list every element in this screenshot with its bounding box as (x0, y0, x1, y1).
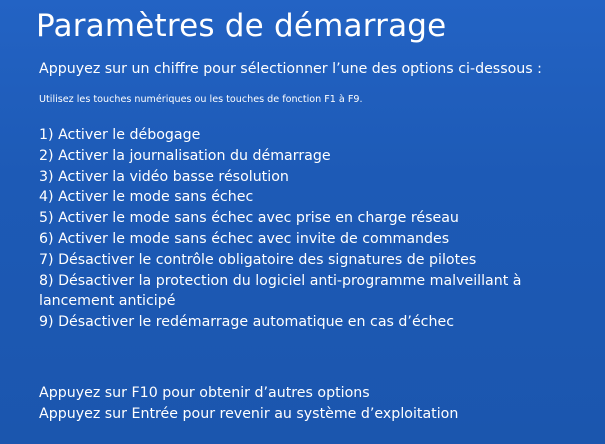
startup-options-list (39, 125, 599, 333)
option-disable-early-launch-antimalware-continued[interactable]: lancement anticipé (39, 293, 176, 310)
option-enable-boot-logging[interactable]: 2) Activer la journalisation du démarrage (39, 147, 331, 164)
option-enable-debugging[interactable]: 1) Activer le débogage (39, 127, 201, 143)
option-disable-early-launch-antimalware[interactable]: 8) Désactiver la protection du logiciel anti-programme malveillant à (39, 272, 522, 289)
option-enable-safe-mode[interactable]: 4) Activer le mode sans échec (39, 189, 254, 206)
keyboard-hint: Utilisez les touches numériques ou les touches de fonction F1 à F9. (39, 94, 363, 105)
option-enable-safe-mode-networking[interactable]: 5) Activer le mode sans échec avec prise en charge réseau (39, 210, 459, 227)
option-disable-driver-signature-enforcement[interactable]: 7) Désactiver le contrôle obligatoire des signatures de pilotes (39, 251, 477, 268)
more-options-hint[interactable]: Appuyez sur F10 pour obtenir d’autres options (39, 385, 370, 401)
page-title: Paramètres de démarrage (36, 8, 447, 44)
instruction-text: Appuyez sur un chiffre pour sélectionner l’une des options ci-dessous : (39, 61, 542, 77)
option-enable-low-resolution-video[interactable]: 3) Activer la vidéo basse résolution (39, 168, 289, 185)
footer-instructions (39, 383, 458, 424)
return-to-os-hint[interactable]: Appuyez sur Entrée pour revenir au système d’exploitation (39, 405, 459, 422)
option-enable-safe-mode-command-prompt[interactable]: 6) Activer le mode sans échec avec invite de commandes (39, 230, 450, 247)
option-disable-auto-restart[interactable]: 9) Désactiver le redémarrage automatique en cas d’échec (39, 314, 454, 331)
